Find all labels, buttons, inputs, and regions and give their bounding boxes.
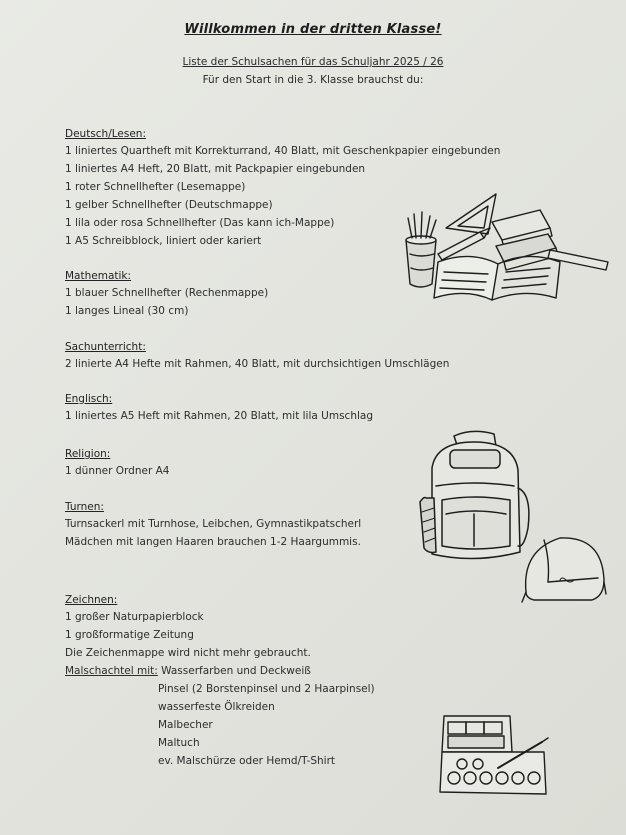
backpack-icon xyxy=(414,428,536,568)
list-item: Pinsel (2 Borstenpinsel und 2 Haarpinsel) xyxy=(158,683,375,695)
section-zeichnen xyxy=(65,592,485,770)
malschachtel-row xyxy=(65,662,485,680)
list-item: 1 dünner Ordner A4 xyxy=(65,465,170,477)
list-item: 1 gelber Schnellhefter (Deutschmappe) xyxy=(65,199,273,211)
list-subtitle: Liste der Schulsachen für das Schuljahr 2025 / 26 xyxy=(182,56,444,68)
list-item: 1 roter Schnellhefter (Lesemappe) xyxy=(65,181,246,193)
list-item: 2 linierte A4 Hefte mit Rahmen, 40 Blatt, mit durchsichtigen Umschlägen xyxy=(65,358,450,370)
list-item: 1 lila oder rosa Schnellhefter (Das kann ich-Mappe) xyxy=(65,217,335,229)
section-heading-mathematik: Mathematik: xyxy=(65,270,132,282)
list-item: Mädchen mit langen Haaren brauchen 1-2 Haargummis. xyxy=(65,536,361,548)
list-item: Malbecher xyxy=(158,719,213,731)
section-heading-sachunterricht: Sachunterricht: xyxy=(65,341,146,353)
section-heading-zeichnen: Zeichnen: xyxy=(65,594,118,606)
list-item: 1 langes Lineal (30 cm) xyxy=(65,305,189,317)
section-sachunterricht xyxy=(65,339,485,373)
list-item: 1 großformatige Zeitung xyxy=(65,629,194,641)
intro-text: Für den Start in die 3. Klasse brauchst du: xyxy=(202,74,424,86)
list-item: 1 blauer Schnellhefter (Rechenmappe) xyxy=(65,287,269,299)
page-title: Willkommen in der dritten Klasse! xyxy=(184,22,442,37)
list-item: 1 A5 Schreibblock, liniert oder kariert xyxy=(65,235,262,247)
list-item: Die Zeichenmappe wird nicht mehr gebraucht. xyxy=(65,647,311,659)
section-heading-deutsch: Deutsch/Lesen: xyxy=(65,128,147,140)
list-item: 1 großer Naturpapierblock xyxy=(65,611,204,623)
list-item: Turnsackerl mit Turnhose, Leibchen, Gymnastikpatscherl xyxy=(65,518,362,530)
list-item: 1 liniertes A4 Heft, 20 Blatt, mit Packpapier eingebunden xyxy=(65,163,366,175)
school-supplies-icon xyxy=(400,188,612,304)
list-item: wasserfeste Ölkreiden xyxy=(158,701,275,713)
gym-bag-icon xyxy=(520,530,608,606)
section-heading-turnen: Turnen: xyxy=(65,501,104,513)
list-item: Wasserfarben und Deckweiß xyxy=(161,665,311,677)
malschachtel-label: Malschachtel mit: xyxy=(65,665,158,677)
list-item: 1 liniertes Quartheft mit Korrekturrand, 40 Blatt, mit Geschenkpapier eingebunden xyxy=(65,145,501,157)
paint-box-icon xyxy=(438,712,550,798)
section-englisch xyxy=(65,391,485,425)
section-heading-englisch: Englisch: xyxy=(65,393,113,405)
list-item: Maltuch xyxy=(158,737,200,749)
list-item: ev. Malschürze oder Hemd/T-Shirt xyxy=(158,755,336,767)
list-item: 1 liniertes A5 Heft mit Rahmen, 20 Blatt, mit lila Umschlag xyxy=(65,410,373,422)
section-heading-religion: Religion: xyxy=(65,448,111,460)
